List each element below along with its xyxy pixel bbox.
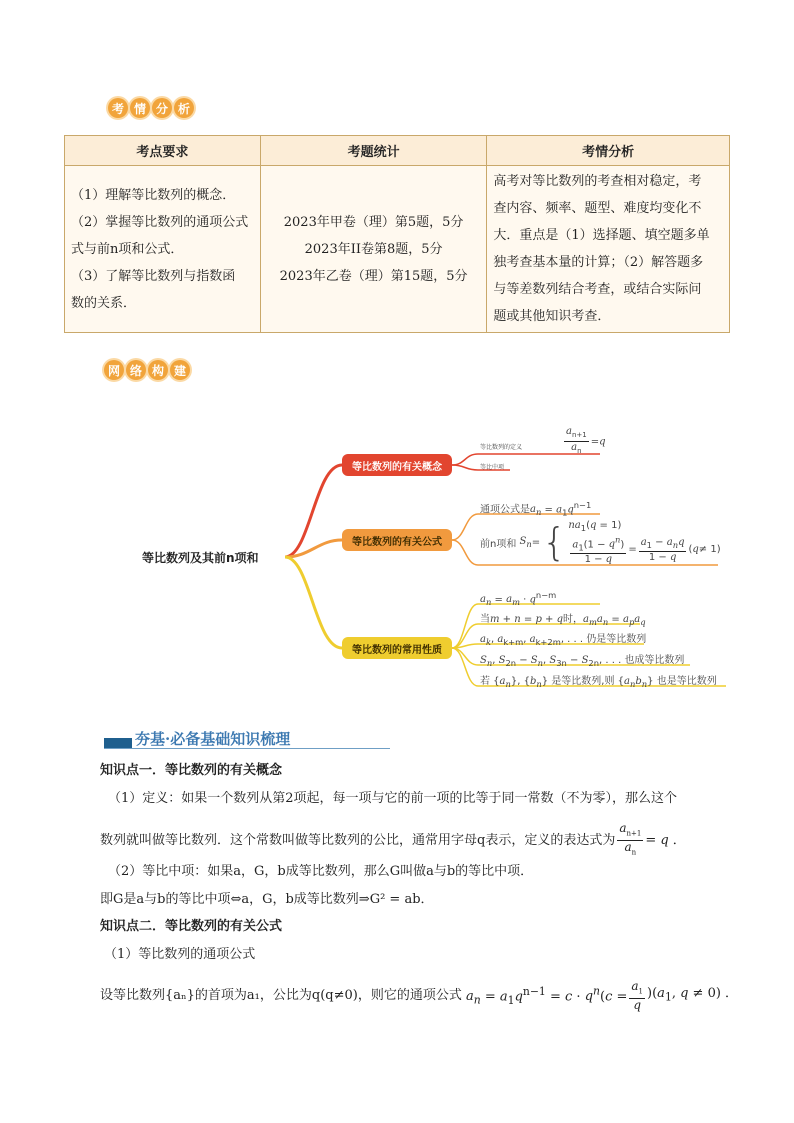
statistics-cell: [260, 166, 486, 333]
network-badge: [104, 360, 190, 380]
requirement-line: 数的关系．: [71, 295, 137, 311]
section-title: 夯基·必备基础知识梳理: [135, 730, 291, 748]
leaf-property-4-text: 也成等比数列: [624, 655, 685, 666]
leaf-geometric-mean: 等比中项: [480, 464, 505, 471]
badge-char: 分: [152, 98, 172, 118]
badge-char: 络: [126, 360, 146, 380]
knowledge-2-title: 知识点二．等比数列的有关公式: [100, 919, 283, 934]
analysis-line: 大．重点是（1）选择题、填空题多单: [493, 228, 710, 243]
branch-properties: 等比数列的常用性质: [342, 637, 452, 659]
statistic-line: 2023年乙卷（理）第15题，5分: [279, 268, 468, 284]
knowledge-2-general-term: 设等比数列{aₙ}的首项为a₁，公比为q(q≠0)，则它的通项公式 $a_n = a_1q^{n-1} = c \cdot q^n(c$ = $\frac{a_1}{q}$ )($a_1$, q ≠ 0) ．: [100, 979, 739, 1013]
badge-char: 构: [148, 360, 168, 380]
leaf-property-5-text-a: 是等比数列,则: [551, 676, 615, 687]
analysis-cell: [487, 166, 730, 333]
analysis-line: 与等差数列结合考查，或结合实际问: [493, 282, 702, 297]
leaf-property-5-text-b: 也是等比数列: [656, 676, 717, 687]
header-statistics: 考题统计: [260, 136, 486, 166]
leaf-property-3: $a_k$, $a_{k+m}$, $a_{k+2m}$, . . . 仍是等比数列: [480, 634, 647, 647]
analysis-line: 高考对等比数列的考查相对稳定，考: [493, 174, 702, 189]
statistic-line: 2023年甲卷（理）第5题，5分: [283, 214, 464, 230]
knowledge-2-general-term-text: 设等比数列{aₙ}的首项为a₁，公比为q(q≠0)，则它的通项公式: [100, 988, 462, 1004]
leaf-definition-formula: $\frac{a_{n+1}}{a_n}$ =q: [566, 426, 606, 455]
knowledge-1-definition-b-text: 数列就叫做等比数列．这个常数叫做等比数列的公比，通常用字母q表示，定义的表达式为: [100, 832, 616, 848]
leaf-property-4: $S_n$, $S_{2n} - S_n$, $S_{3n} - S_{2n}$, . . . 也成等比数列: [480, 655, 685, 668]
requirements-cell: [65, 166, 261, 333]
leaf-sum-formula: 前n项和 $S_n$ = { $na_1(q = 1)$ $\frac{a_1(1 - q^n)}{1 - q}$ = $\frac{a_1 - a_nq}{1 - q}$ ( q ≠ 1): [480, 520, 721, 566]
badge-char: 建: [170, 360, 190, 380]
knowledge-1-equivalence: 即G是a与b的等比中项⇔a，G，b成等比数列⇒G² = ab．: [100, 892, 434, 907]
branch-concepts: 等比数列的有关概念: [342, 454, 452, 476]
analysis-badge: [108, 98, 194, 118]
leaf-general-term-label: 通项公式是: [480, 504, 530, 516]
knowledge-1-definition-a: （1）定义：如果一个数列从第2项起，每一项与它的前一项的比等于同一常数（不为零），那么这个: [108, 791, 678, 806]
table-header-row: [65, 136, 730, 166]
leaf-general-term: 通项公式是$a_n = a_1q^{n-1}$: [480, 500, 592, 518]
knowledge-2-subtitle: （1）等比数列的通项公式: [104, 947, 256, 962]
leaf-property-5: 若 $\{a_n\}$, $\{b_n\}$ 是等比数列,则 $\{a_nb_n\}$ 也是等比数列: [480, 676, 717, 689]
analysis-line: 独考查基本量的计算；（2）解答题多: [493, 255, 704, 270]
exam-analysis-table: [64, 135, 730, 333]
leaf-property-1: $a_n = a_m \cdot q^{n-m}$: [480, 590, 557, 608]
section-bar: [104, 738, 132, 748]
statistic-line: 2023年II卷第8题，5分: [304, 241, 443, 257]
requirement-line: （3）了解等比数列与指数函: [71, 268, 236, 284]
badge-char: 情: [130, 98, 150, 118]
badge-char: 考: [108, 98, 128, 118]
table-row: [65, 166, 730, 333]
leaf-definition: 等比数列的定义: [480, 444, 523, 451]
requirement-line: 式与前n项和公式．: [71, 241, 184, 257]
header-requirements: 考点要求: [65, 136, 261, 166]
analysis-line: 题或其他知识考查．: [493, 309, 611, 324]
leaf-sum-label: 前n项和: [480, 538, 517, 550]
requirement-line: （2）掌握等比数列的通项公式: [71, 214, 249, 230]
knowledge-1-definition-b: 数列就叫做等比数列．这个常数叫做等比数列的公比，通常用字母q表示，定义的表达式为 $\frac{a_{n+1}}{a_n}$ = q ．: [100, 821, 686, 857]
requirement-line: （1）理解等比数列的概念．: [71, 187, 236, 203]
leaf-property-2: 当m + n = p + q时，$a_ma_n = a_pa_q$: [480, 614, 646, 627]
knowledge-1-title: 知识点一．等比数列的有关概念: [100, 763, 283, 778]
mindmap-root: 等比数列及其前n项和: [142, 551, 259, 565]
branch-formulas: 等比数列的有关公式: [342, 529, 452, 551]
knowledge-1-geometric-mean: （2）等比中项：如果a，G，b成等比数列，那么G叫做a与b的等比中项．: [108, 864, 534, 879]
badge-char: 网: [104, 360, 124, 380]
badge-char: 析: [174, 98, 194, 118]
header-analysis: 考情分析: [487, 136, 730, 166]
analysis-line: 查内容、频率、题型、难度均变化不: [493, 201, 702, 216]
leaf-property-3-text: 仍是等比数列: [586, 634, 647, 645]
